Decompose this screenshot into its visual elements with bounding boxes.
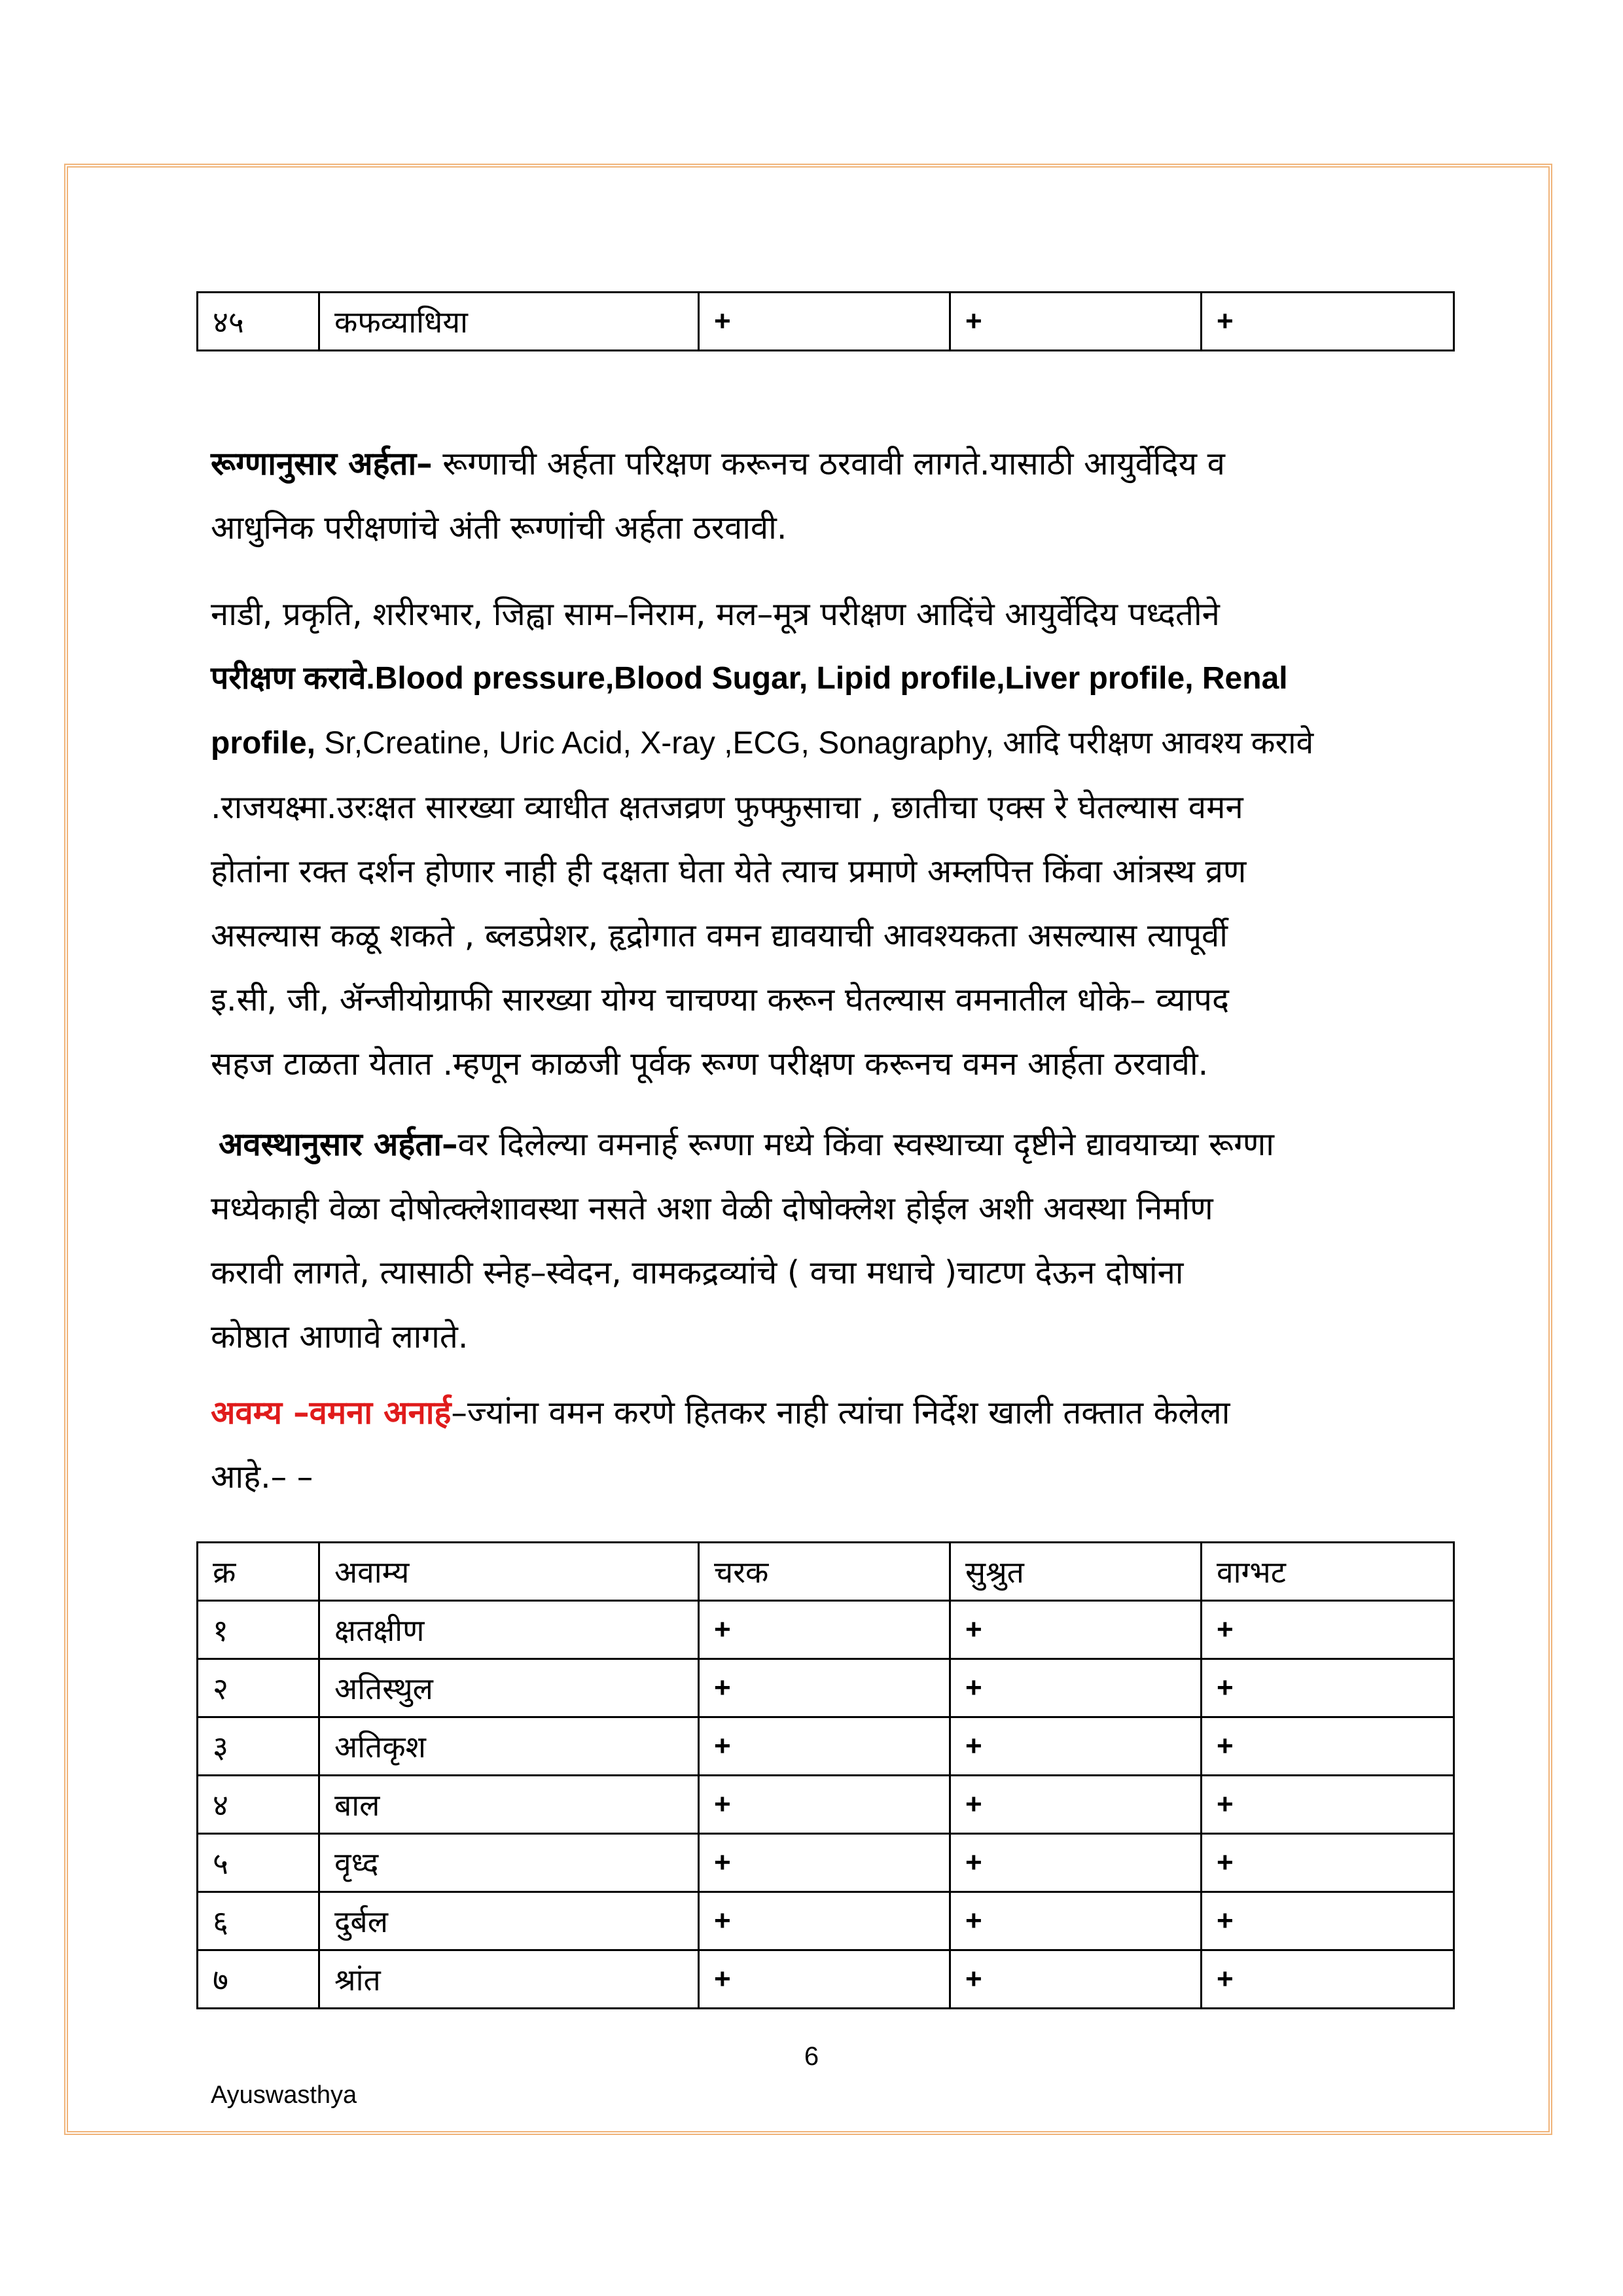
bold-text: profile, xyxy=(211,726,316,761)
name-cell: बाल xyxy=(319,1776,699,1834)
table-row xyxy=(198,1892,1454,1950)
section-line: परीक्षण करावे.Blood pressure,Blood Sugar, Lipid profile,Liver profile, Renal xyxy=(211,661,1288,696)
serial-cell: ५ xyxy=(198,1834,319,1892)
charak-cell: + xyxy=(699,293,950,351)
table-row xyxy=(198,1659,1454,1717)
table-row xyxy=(198,1601,1454,1659)
avamya-table xyxy=(196,1541,1455,2009)
charak-cell: + xyxy=(699,1776,950,1834)
page-number: 6 xyxy=(804,2042,819,2071)
body-text: –ज्यांना वमन करणे हितकर नाही त्यांचा निर्देश खाली तक्तात केलेला xyxy=(451,1394,1230,1431)
body-text: रूग्णाची अर्हता परिक्षण करूनच ठरवावी लागते.यासाठी आयुर्वेदिय व xyxy=(432,445,1225,482)
section-line: करावी लागते, त्यासाठी स्नेह–स्वेदन, वामकद्रव्यांचे ( वचा मधाचे )चाटण देऊन दोषांना xyxy=(211,1254,1184,1291)
vagbhat-cell: + xyxy=(1202,1601,1454,1659)
sushrut-cell: + xyxy=(950,1717,1202,1776)
name-cell: दुर्बल xyxy=(319,1892,699,1950)
name-cell: श्रांत xyxy=(319,1950,699,2009)
section-line: नाडी, प्रकृति, शरीरभार, जिह्वा साम–निराम, मल–मूत्र परीक्षण आदिंचे आयुर्वेदिय पध्दतीने xyxy=(211,596,1220,633)
table-header-row xyxy=(198,1543,1454,1601)
charak-cell: + xyxy=(699,1659,950,1717)
vagbhat-cell: + xyxy=(1202,1717,1454,1776)
charak-cell: + xyxy=(699,1950,950,2009)
section-line: आहे.– – xyxy=(211,1458,313,1496)
section-line: होतांना रक्त दर्शन होणार नाही ही दक्षता घेता येते त्याच प्रमाणे अम्लपित्त किंवा आंत्रस्थ व्रण xyxy=(211,853,1247,890)
charak-cell: + xyxy=(699,1892,950,1950)
name-cell: अतिस्थुल xyxy=(319,1659,699,1717)
sushrut-cell: + xyxy=(950,1892,1202,1950)
sushrut-cell: + xyxy=(950,293,1202,351)
section-avasthanusar xyxy=(211,1113,1462,1369)
sushrut-cell: + xyxy=(950,1776,1202,1834)
sushrut-cell: + xyxy=(950,1834,1202,1892)
name-cell: अतिकृश xyxy=(319,1717,699,1776)
table-row xyxy=(198,293,1454,351)
table-row xyxy=(198,1776,1454,1834)
table-row xyxy=(198,1717,1454,1776)
table-row xyxy=(198,1834,1454,1892)
header-serial: क्र xyxy=(198,1543,319,1601)
sushrut-cell: + xyxy=(950,1659,1202,1717)
section-line: मध्येकाही वेळा दोषोत्क्लेशावस्था नसते अशा वेळी दोषोक्लेश होईल अशी अवस्था निर्माण xyxy=(211,1190,1213,1227)
section-pariksha xyxy=(211,583,1454,1096)
name-cell: क्षतक्षीण xyxy=(319,1601,699,1659)
section-line xyxy=(211,432,1454,496)
section-heading: अवस्थानुसार अर्हता– xyxy=(219,1126,458,1163)
vagbhat-cell: + xyxy=(1202,293,1454,351)
serial-cell: ६ xyxy=(198,1892,319,1950)
charak-cell: + xyxy=(699,1717,950,1776)
body-text: Sr,Creatine, Uric Acid, X-ray ,ECG, Sonagraphy, आदि परीक्षण आवश्य करावे xyxy=(315,726,1314,761)
serial-cell: ३ xyxy=(198,1717,319,1776)
section-rugnanusar xyxy=(211,432,1454,560)
section-line: इ.सी, जी, ॲन्जीयोग्राफी सारख्या योग्य चाचण्या करून घेतल्यास वमनातील धोके– व्यापद xyxy=(211,981,1230,1018)
vagbhat-cell: + xyxy=(1202,1659,1454,1717)
serial-cell: ७ xyxy=(198,1950,319,2009)
continuation-table xyxy=(196,291,1455,351)
name-cell: वृध्द xyxy=(319,1834,699,1892)
section-avamya xyxy=(211,1381,1454,1509)
header-charak: चरक xyxy=(699,1543,950,1601)
footer-text: Ayuswasthya xyxy=(211,2081,357,2109)
body-text: वर दिलेल्या वमनार्ह रूग्णा मध्ये किंवा स्वस्थाच्या दृष्टीने द्यावयाच्या रूग्णा xyxy=(457,1126,1274,1163)
section-line xyxy=(219,1113,1462,1177)
section-heading: रूग्णानुसार अर्हता– xyxy=(211,445,433,482)
serial-cell: ४५ xyxy=(198,293,319,351)
serial-cell: ४ xyxy=(198,1776,319,1834)
header-sushrut: सुश्रुत xyxy=(950,1543,1202,1601)
header-vagbhat: वाग्भट xyxy=(1202,1543,1454,1601)
name-cell: कफव्याधिया xyxy=(319,293,699,351)
section-line: सहज टाळता येतात .म्हणून काळजी पूर्वक रूग्ण परीक्षण करूनच वमन आर्हता ठरवावी. xyxy=(211,1045,1209,1083)
serial-cell: २ xyxy=(198,1659,319,1717)
section-line xyxy=(211,1381,1454,1445)
section-line: कोष्ठात आणावे लागते. xyxy=(211,1318,469,1355)
sushrut-cell: + xyxy=(950,1601,1202,1659)
vagbhat-cell: + xyxy=(1202,1892,1454,1950)
vagbhat-cell: + xyxy=(1202,1776,1454,1834)
header-avamya: अवाम्य xyxy=(319,1543,699,1601)
section-line: आधुनिक परीक्षणांचे अंती रूग्णांची अर्हता ठरवावी. xyxy=(211,509,787,547)
serial-cell: १ xyxy=(198,1601,319,1659)
vagbhat-cell: + xyxy=(1202,1950,1454,2009)
table-row xyxy=(198,1950,1454,2009)
sushrut-cell: + xyxy=(950,1950,1202,2009)
section-line xyxy=(211,711,1454,776)
section-line: असल्यास कळू शकते , ब्लडप्रेशर, हृद्रोगात वमन द्यावयाची आवश्यकता असल्यास त्यापूर्वी xyxy=(211,917,1228,954)
charak-cell: + xyxy=(699,1601,950,1659)
section-line: .राजयक्ष्मा.उरःक्षत सारख्या व्याधीत क्षतजव्रण फुफ्फुसाचा , छातीचा एक्स रे घेतल्यास वमन xyxy=(211,789,1243,826)
vagbhat-cell: + xyxy=(1202,1834,1454,1892)
section-heading: अवम्य –वमना अनार्ह xyxy=(211,1394,452,1431)
charak-cell: + xyxy=(699,1834,950,1892)
